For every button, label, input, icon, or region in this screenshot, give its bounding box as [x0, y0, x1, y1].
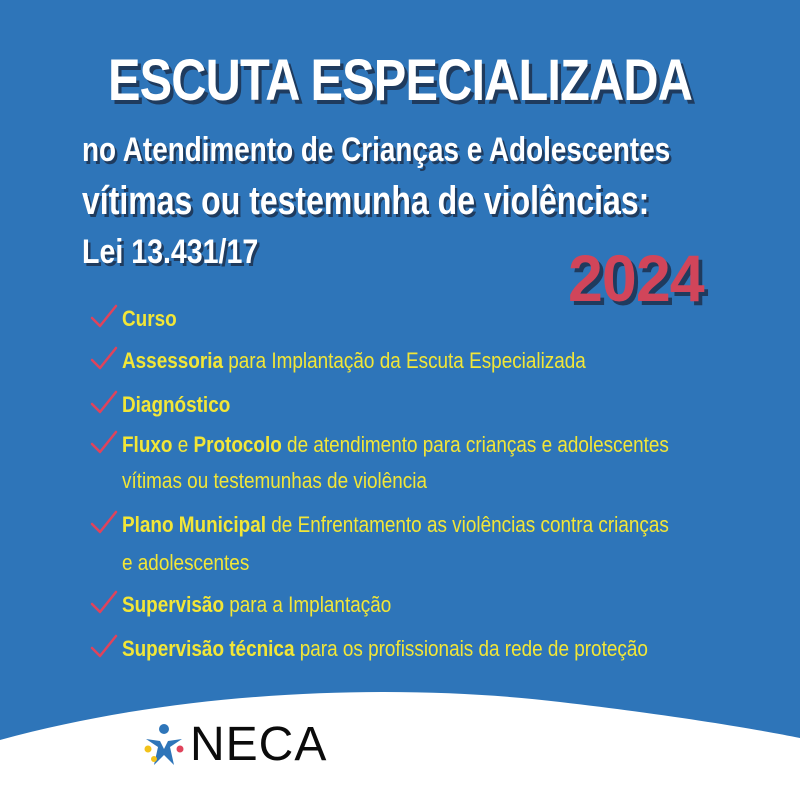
list-item-text-line2: e adolescentes — [122, 550, 250, 575]
list-item-text: Supervisão para a Implantação — [122, 592, 392, 617]
neca-people-icon — [140, 721, 188, 769]
list-item-text: Fluxo e Protocolo de atendimento para crianças e adolescentes — [122, 432, 669, 457]
list-item-text-line2: vítimas ou testemunhas de violência — [122, 468, 427, 493]
check-icon — [90, 390, 118, 416]
list-item-text: Plano Municipal de Enfrentamento as violências contra crianças — [122, 512, 669, 537]
check-icon — [90, 304, 118, 330]
check-icon — [90, 590, 118, 616]
check-icon — [90, 346, 118, 372]
list-item-text: Curso — [122, 306, 177, 331]
neca-logo — [140, 715, 360, 775]
bottom-wave — [0, 690, 800, 800]
list-item-text: Supervisão técnica para os profissionais da rede de proteção — [122, 636, 648, 661]
check-icon — [90, 634, 118, 660]
subtitle-line-1: no Atendimento de Crianças e Adolescentes — [82, 131, 671, 169]
law-reference: Lei 13.431/17 — [82, 233, 259, 271]
check-icon — [90, 510, 118, 536]
list-item-text: Assessoria para Implantação da Escuta Especializada — [122, 348, 586, 373]
list-item-text: Diagnóstico — [122, 392, 231, 417]
main-title: ESCUTA ESPECIALIZADA — [107, 48, 693, 113]
year-badge: 2024 — [568, 241, 704, 315]
neca-logo-text: NECA — [190, 718, 328, 771]
check-icon — [90, 430, 118, 456]
subtitle-line-2: vítimas ou testemunha de violências: — [82, 179, 650, 223]
